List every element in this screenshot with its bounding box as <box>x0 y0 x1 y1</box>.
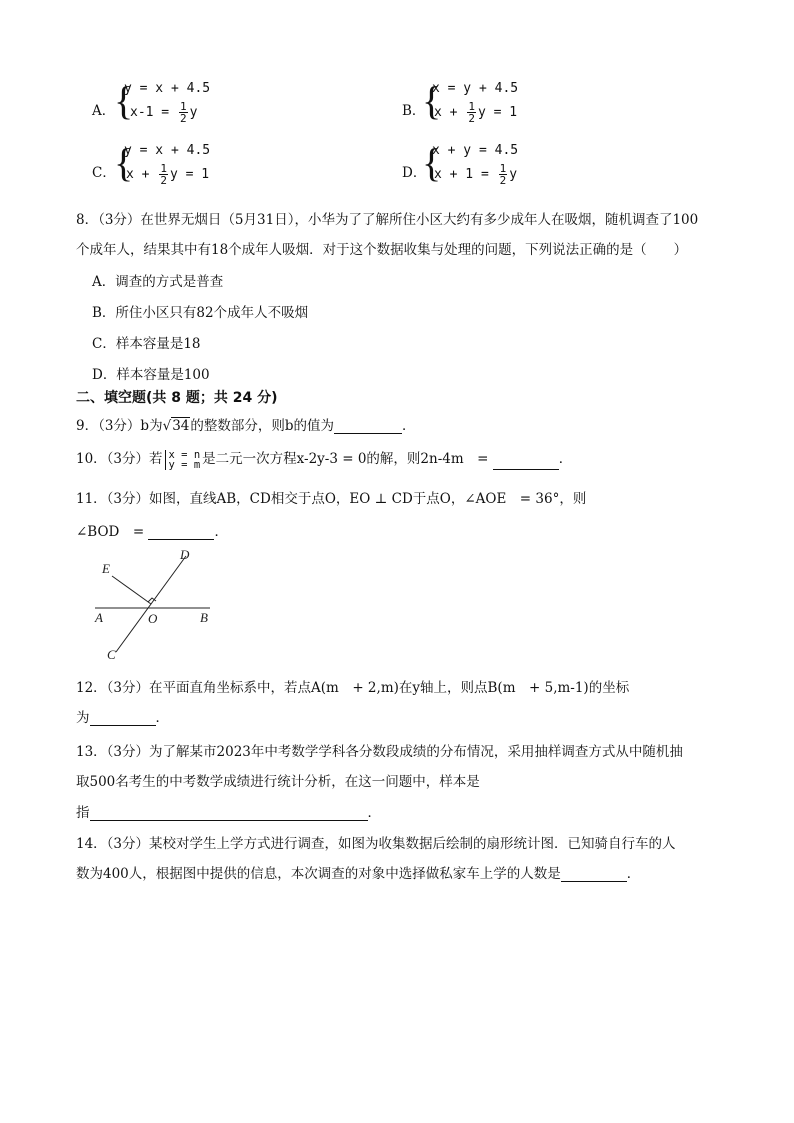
q13-stem-line2: 取500名考生的中考数学成绩进行统计分析，在这一问题中，样本是 <box>76 774 480 790</box>
answer-blank[interactable] <box>90 804 368 821</box>
fraction: $\frac{1}{2}$ <box>179 100 187 125</box>
q8-stem-line1: 8．（3分）在世界无烟日（5月31日），小华为了了解所住小区大约有多少成年人在吸烟，随机调查了100 <box>76 212 699 228</box>
brace-icon: { <box>422 140 442 185</box>
q7-option-c-eq2: x + $\frac{1}{2}$ y = 1 <box>126 162 210 187</box>
q9-text-pre: 9．（3分）b为 <box>76 418 163 434</box>
q8-stem-line2: 个成年人，结果其中有18个成年人吸烟．对于这个数据收集与处理的问题，下列说法正确的是（ ） <box>76 242 688 258</box>
q7-option-b-eq2: x + $\frac{1}{2}$ y = 1 <box>434 100 518 125</box>
q7-option-b-eq1: x = y + 4.5 <box>432 81 519 96</box>
answer-blank[interactable] <box>90 709 156 726</box>
q10-text-post: 是二元一次方程x-2y-3 = 0的解，则2n-4m = <box>202 451 493 467</box>
label-c: C <box>107 647 116 662</box>
q14-stem-line1: 14．（3分）某校对学生上学方式进行调查，如图为收集数据后绘制的扇形统计图．已知骑自行车的人 <box>76 836 676 852</box>
q7-option-a-letter: A． <box>92 103 116 119</box>
q13-stem-line3: 指 ． <box>76 805 381 821</box>
fraction: $\frac{1}{2}$ <box>499 162 507 187</box>
label-d: D <box>180 547 190 562</box>
answer-blank[interactable] <box>493 453 559 470</box>
answer-blank[interactable] <box>148 523 214 540</box>
brace-icon: { <box>114 78 134 123</box>
fraction: $\frac{1}{2}$ <box>160 162 167 187</box>
brace-icon: { <box>422 78 442 123</box>
q9-text-post: 的整数部分，则b的值为 <box>190 418 335 434</box>
q10-text-pre: 10．（3分）若 <box>76 451 163 467</box>
q7-option-b-letter: B． <box>402 103 426 119</box>
q9-radicand: 34 <box>172 418 190 434</box>
label-b: B <box>200 610 208 625</box>
q8-option-d: D．样本容量是100 <box>92 367 210 383</box>
q7-option-d-eq1: x + y = 4.5 <box>432 143 519 158</box>
q11-geometry-figure <box>88 544 223 664</box>
ray-oe <box>112 576 151 604</box>
q14-stem-line2: 数为400人，根据图中提供的信息，本次调查的对象中选择做私家车上学的人数是 ． <box>76 866 641 882</box>
q7-option-d-eq2: x + 1 = $\frac{1}{2}$ y <box>434 162 518 187</box>
answer-blank[interactable] <box>334 417 402 434</box>
q7-option-c-eq1: y = x + 4.5 <box>124 143 211 158</box>
q8-option-a: A．调查的方式是普查 <box>92 274 224 290</box>
q12-stem-line1: 12．（3分）在平面直角坐标系中，若点A(m + 2,m)在y轴上，则点B(m + 5,m-1)的坐标 <box>76 680 630 696</box>
q7-option-a-eq1: y = x + 4.5 <box>124 81 211 96</box>
q11-stem-line2: ∠BOD = ． <box>76 524 228 540</box>
q10: 10．（3分）若 x = n y = m 是二元一次方程x-2y-3 = 0的解，则2n-4m = ． <box>76 448 573 471</box>
label-a: A <box>95 610 103 625</box>
q7-option-c-letter: C． <box>92 165 116 181</box>
brace-icon: { <box>114 140 134 185</box>
q8-option-c: C．样本容量是18 <box>92 336 201 352</box>
q13-stem-line1: 13．（3分）为了解某市2023年中考数学学科各分数段成绩的分布情况，采用抽样调查方式从中随机抽 <box>76 744 683 760</box>
q7-option-d-letter: D． <box>402 165 427 181</box>
q12-stem-line2: 为 ． <box>76 710 169 726</box>
answer-blank[interactable] <box>561 865 627 882</box>
section-title: 二、填空题(共 8 题；共 24 分) <box>76 390 278 406</box>
q9: 9．（3分）b为√34的整数部分，则b的值为 ． <box>76 418 416 434</box>
label-o: O <box>148 611 158 626</box>
q10-system: x = n y = m <box>165 450 201 470</box>
q7-option-a-eq2: x-1 = $\frac{1}{2}$ y <box>130 100 198 125</box>
q8-option-b: B．所住小区只有82个成年人不吸烟 <box>92 305 309 321</box>
label-e: E <box>102 561 110 576</box>
fraction: $\frac{1}{2}$ <box>468 100 475 125</box>
sqrt-icon: √34 <box>162 418 190 434</box>
q11-stem-line1: 11．（3分）如图，直线AB，CD相交于点O，EO ⊥ CD于点O，∠AOE = 36°，则 <box>76 491 587 507</box>
